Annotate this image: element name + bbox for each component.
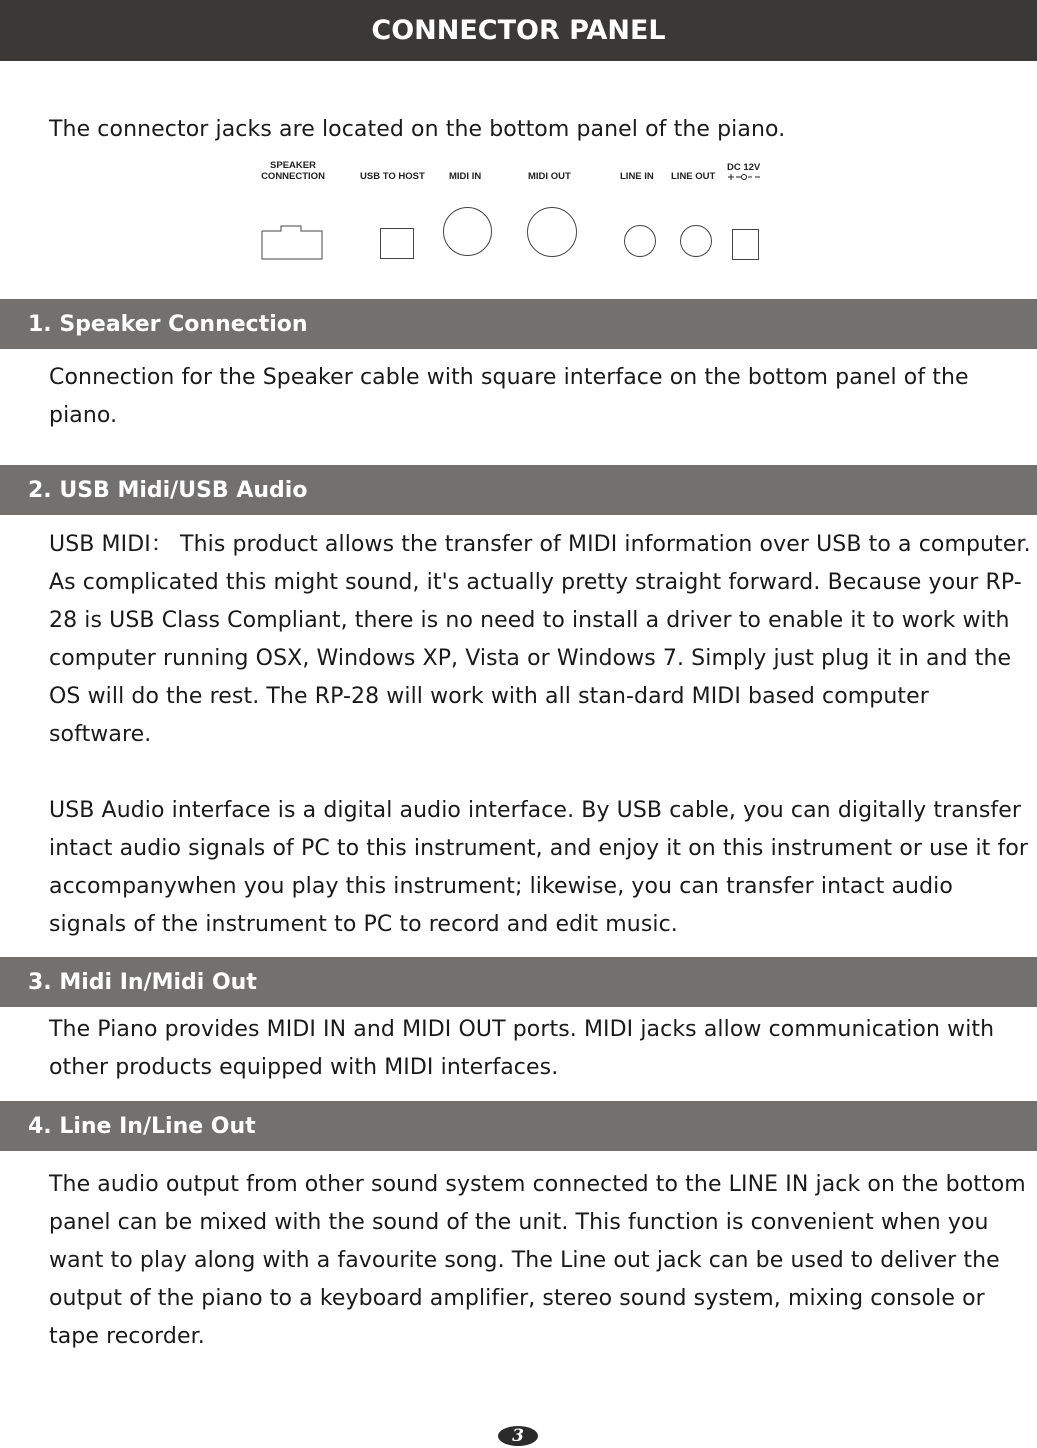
section-heading-line: 4. Line In/Line Out [0, 1101, 1037, 1151]
dc-polarity-icon [726, 172, 762, 182]
section-heading-speaker: 1. Speaker Connection [0, 299, 1037, 349]
intro-text: The connector jacks are located on the bottom panel of the piano. [49, 117, 786, 142]
section-heading-midi: 3. Midi In/Midi Out [0, 957, 1037, 1007]
page-title: CONNECTOR PANEL [0, 0, 1037, 61]
page-number: 3 [498, 1426, 538, 1446]
midi-out-label: MIDI OUT [528, 171, 571, 182]
speaker-connection-label: SPEAKER CONNECTION [261, 160, 325, 182]
speaker-connection-port [261, 225, 324, 261]
midi-text: The Piano provides MIDI IN and MIDI OUT ports. MIDI jacks allow communication with other products equipped with MIDI interfaces. [49, 1017, 995, 1080]
speaker-connection-text: Connection for the Speaker cable with square interface on the bottom panel of the piano. [49, 365, 969, 428]
midi-in-port [443, 207, 492, 256]
line-out-label: LINE OUT [671, 171, 716, 182]
line-in-label: LINE IN [620, 171, 654, 182]
line-out-port [680, 225, 712, 257]
line-in-out-text: The audio output from other sound system connected to the LINE IN jack on the bottom panel can be mixed with the sound of the unit. This function is convenient when you want to play along with a favourite song. The Line out jack can be used to deliver the output of the piano to a keyboard amplifier, stereo sound system, mixing console or tape recorder. [49, 1172, 1026, 1349]
usb-to-host-label: USB TO HOST [360, 171, 425, 182]
line-in-port [624, 225, 656, 257]
midi-out-port [527, 207, 577, 257]
dc-12v-port [732, 229, 759, 260]
connector-panel-diagram [240, 155, 800, 270]
dc-12v-label: DC 12V [727, 162, 761, 173]
usb-midi-text: USB MIDI： This product allows the transfer of MIDI information over USB to a computer. As complicated this might sound, it's actually pretty straight forward. Because your RP-28 is USB Class Compliant, there is no need to install a driver to enable it to work with computer running OSX, Windows XP, Vista or Windows 7. Simply just plug it in and the OS will do the rest. The RP-28 will work with all stan-dard MIDI based computer software. [49, 532, 1031, 747]
usb-audio-text: USB Audio interface is a digital audio interface. By USB cable, you can digitally transfer intact audio signals of PC to this instrument, and enjoy it on this instrument or use it for accompanywhen you play this instrument; likewise, you can transfer intact audio signals of the instrument to PC to record and edit music. [49, 798, 1029, 937]
midi-in-label: MIDI IN [449, 171, 482, 182]
usb-to-host-port [380, 228, 414, 259]
section-heading-usb: 2. USB Midi/USB Audio [0, 465, 1037, 515]
